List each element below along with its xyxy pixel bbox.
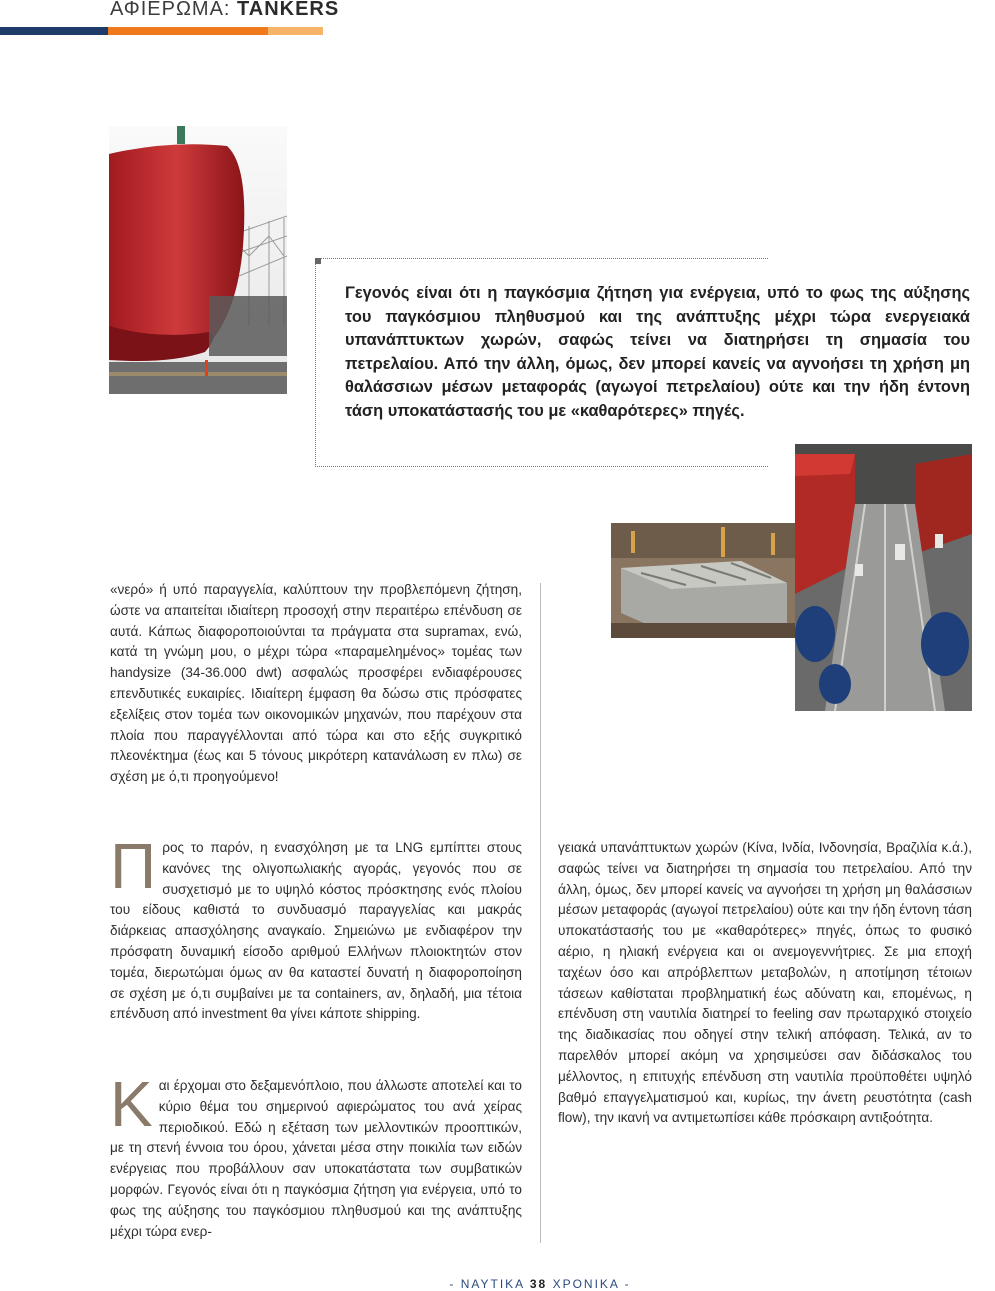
section-label: ΑΦΙΕΡΩΜΑ:: [110, 0, 231, 20]
body-text: αι έρχομαι στο δεξαμενόπλοιο, που άλλωστε αποτελεί και το κύριο θέμα του σημερινού αφιερώματος του ανά χείρας περιοδικού. Εδώ η εξέταση των μελλοντικών προοπτικών, με τη στενή έννοια του όρου, χάνεται μέσα στην ποικιλία των ειδών ενέργειας που προβάλλουν σαν υποκατάστατα των συμβατικών μορφών. Γεγονός είναι ότι η παγκόσμια ζήτηση για ενέργεια, υπό το φως της αύξησης του παγκόσμιου πληθυσμού και της ανάπτυξης μέχρι τώρα ενερ-: [110, 1078, 522, 1239]
footer-left: - ΝΑΥΤΙΚΑ: [449, 1277, 525, 1291]
drop-cap: Π: [110, 830, 157, 902]
section-header: [110, 0, 339, 21]
ship-hull-photo: [109, 126, 287, 394]
body-text: «νερό» ή υπό παραγγελία, καλύπτουν την προβλεπόμενη ζήτηση, ώστε να απαιτείται ιδιαίτερη προσοχή στην περαιτέρω επένδυση σε αυτά. Κάπως διαφοροποιούνται τα πράγματα στα supramax, ενώ, κατά τη γνώμη μου, ο μέχρι τώρα «παραμελημένος» τομέας των handysize (34-36.000 dwt) ασφαλώς προσφέρει ενδιαφέρουσες επενδυτικές ευκαιρίες. Ιδιαίτερη έμφαση θα δώσω στις πρόσφατες εξελίξεις στον τομέα των οικονομικών μηχανών, που παρέχουν στα πλοία που παραγγέλλονται από τώρα και στο εξής συγκριτικό πλεονέκτημα (έως και 5 τόνους μικρότερη κατανάλωση εν πλω) σε σχέση με ό,τι προηγούμενο!: [110, 582, 522, 785]
column-1-paragraph-1: [110, 580, 522, 788]
tanker-deck-photo: [795, 444, 972, 711]
page-number: 38: [529, 1277, 548, 1291]
footer-right: ΧΡΟΝΙΚΑ -: [552, 1277, 631, 1291]
header-bar-navy: [0, 27, 108, 35]
column-1-paragraph-2: [110, 830, 522, 1025]
pull-quote: Γεγονός είναι ότι η παγκόσμια ζήτηση για ενέργεια, υπό το φως της αύξησης του παγκόσμιου πληθυσμού και της ανάπτυξης μέχρι τώρα ενεργειακά υπανάπτυκτων χωρών, σαφώς τείνει να διατηρήσει τη σημασία του πετρελαίου. Από την άλλη, όμως, δεν μπορεί κανείς να αγνοήσει τη χρήση μη θαλάσσιων μέσων μεταφοράς (αγωγοί πετρελαίου) ούτε και την ήδη έντονη τάση υποκατάστασής του με «καθαρότερες» πηγές.: [345, 284, 970, 420]
page-footer: [0, 1277, 995, 1291]
section-topic: TANKERS: [237, 0, 340, 20]
column-2-paragraph-1: [558, 838, 972, 1129]
shipyard-block-photo: [611, 523, 797, 638]
body-text: ρος το παρόν, η ενασχόληση με τα LNG εμπίπτει στους κανόνες της ολιγοπωλιακής αγοράς, γεγονός που σε συσχετισμό με το υψηλό κόστος πρόσκτησης ενός πλοίου του είδους καθιστά το συνδυασμό παραγγελίας και μακράς διάρκειας απασχόλησης αναγκαίο. Σημειώνω με ενδιαφέρον την πρόσφατη δυναμική είσοδο αριθμού Ελλήνων πλοιοκτητών στον τομέα, διερωτώμαι όμως αν θα καταστεί δυνατή η διαφοροποίηση σε σχέση με ό,τι συμβαίνει με τα containers, αν, δηλαδή, μια τέτοια επένδυση από investment θα γίνει κάποτε shipping.: [110, 840, 522, 1022]
drop-cap: Κ: [110, 1068, 153, 1140]
column-1-paragraph-3: [110, 1068, 522, 1242]
body-text: γειακά υπανάπτυκτων χωρών (Κίνα, Ινδία, Ινδονησία, Βραζιλία κ.ά.), σαφώς τείνει να διατηρήσει τη σημασία του πετρελαίου. Από την άλλη, όμως, δεν μπορεί κανείς να αγνοήσει τη χρήση μη θαλάσσιων μέσων μεταφοράς (αγωγοί πετρελαίου) ούτε και την ήδη έντονη τάση υποκατάστασής του με «καθαρότερες» πηγές, όπως το φυσικό αέριο, η ηλιακή ενέργεια και οι ανεμογεννήτριες. Σε μια εποχή ταχέων όσο και απρόβλεπτων μεταβολών, η αποτίμηση τέτοιων τάσεων καθίσταται προβληματική έως αδύνατη και, επομένως, η επένδυση στη ναυτιλία διατηρεί το feeling σαν πρωταρχικό στοιχείο της διαδικασίας που οδηγεί στην τελική απόφαση. Τελικά, αν το παρελθόν μπορεί ακόμη να χρησιμεύσει σαν διδάσκαλος του μέλλοντος, η επιτυχής επένδυση στη ναυτιλία προϋποθέτει υψηλό βαθμό επαγγελματισμού και, κυρίως, την άνετη ρευστότητα (cash flow), την ικανή να αντιμετωπίσει κάθε πρόσκαιρη αντιξοότητα.: [558, 840, 972, 1126]
header-bar-orange: [108, 27, 268, 35]
column-divider: [540, 583, 541, 1243]
header-bar-light-orange: [268, 27, 323, 35]
